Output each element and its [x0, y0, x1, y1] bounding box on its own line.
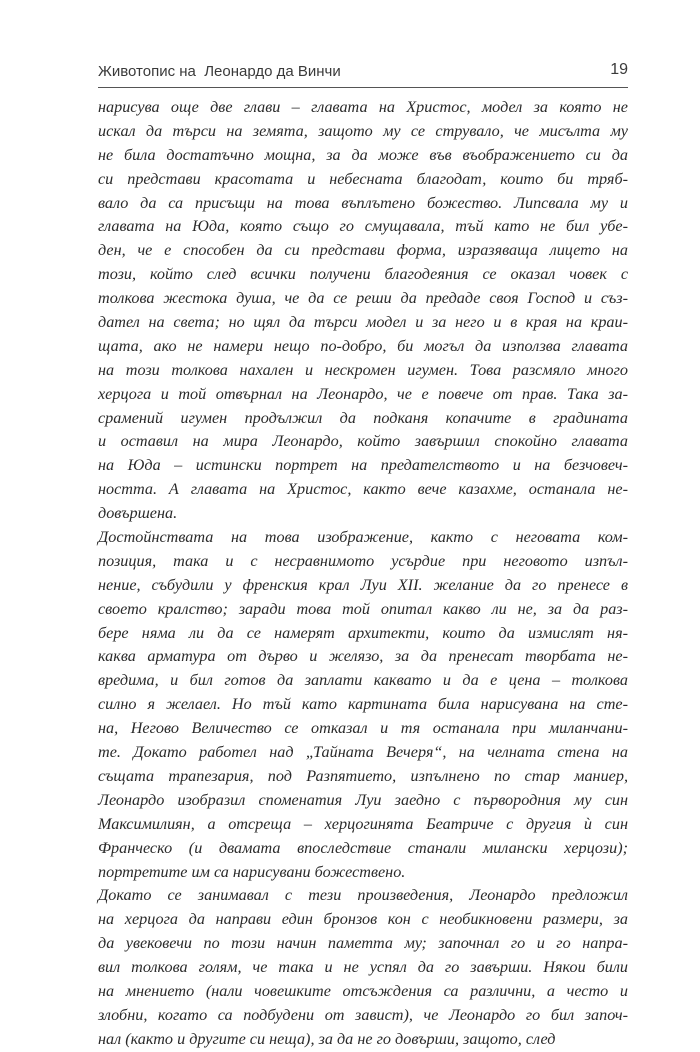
text-line: портретите им са нарисувани божествено. [98, 862, 406, 881]
text-line: нал (както и другите си неща), за да не го довърши, защото, след [98, 1029, 556, 1048]
text-line: и оставил на мира Леонардо, който завършил спокойно главата [98, 432, 628, 451]
text-line: на Юда – истински портрет на предателството и на безчовеч- [98, 456, 628, 475]
text-line: вредима, и бил готов да заплати каквато и да е цена – толкова [98, 671, 628, 690]
running-head [98, 63, 628, 85]
paragraph [98, 96, 628, 526]
text-line: вил толкова голям, че така и не успял да го завърши. Някои били [98, 958, 628, 977]
text-line: те. Докато работел над „Тайната Вечеря“, на челната стена на [98, 743, 628, 762]
text-line: същата трапезария, под Разпятието, изпълнено по стар маниер, [98, 766, 628, 785]
text-line: Максимилиян, а отсреща – херцогинята Беатриче с другия ѝ син [98, 814, 628, 833]
text-line: довършена. [98, 504, 178, 523]
running-title: Животопис на Леонардо да Винчи [98, 63, 341, 80]
text-line: ността. А главата на Христос, както вече казахме, останала не- [98, 480, 628, 499]
text-line: силно я желаел. Но тъй като картината била нарисувана на сте- [98, 695, 628, 714]
text-line: Докато се занимавал с тези произведения, Леонардо предложил [98, 886, 628, 905]
text-line: срамений игумен продължил да подканя копачите в градината [98, 408, 628, 427]
paragraph [98, 526, 628, 884]
text-line: не била достатъчно мощна, за да може във въображението си да [98, 145, 628, 164]
text-line: на този толкова нахален и нескромен игумен. Това разсмяло много [98, 360, 628, 379]
text-line: ден, че е способен да си представи форма, изразяваща лицето на [98, 241, 628, 260]
text-line: своето кралство; заради това той опитал какво ли не, за да раз- [98, 599, 628, 618]
text-line: искал да търси на земята, защото му се струвало, че мисълта му [98, 121, 628, 140]
text-line: Леонардо изобразил споменатия Луи заедно с първородния му син [98, 790, 628, 809]
text-line: Франческо (и двамата впоследствие станали милански херцози); [98, 838, 628, 857]
text-line: си представи красотата и небесната благодат, които би тряб- [98, 169, 628, 188]
text-line: бере няма ли да се намерят архитекти, които да измислят ня- [98, 623, 628, 642]
text-line: вало да са присъщи на това въплътено божество. Липсвала му и [98, 193, 628, 212]
text-line: дател на света; но щял да търси модел и за него и в края на краи- [98, 313, 628, 332]
text-line: херцога и той отвърнал на Леонардо, че е повече от прав. Така за- [98, 384, 628, 403]
text-line: нение, събудили у френския крал Луи XII. желание да го пренесе в [98, 575, 628, 594]
text-line: да увековечи по този начин паметта му; започнал го и го напра- [98, 934, 628, 953]
body-text [98, 96, 628, 1052]
text-line: каква арматура от дърво и желязо, за да пренесат творбата не- [98, 647, 628, 666]
paragraph [98, 884, 628, 1051]
header-rule [98, 87, 628, 88]
text-line: нарисува още две глави – главата на Христос, модел за която не [98, 98, 628, 116]
text-line: на мнението (нали човешките отсъждения са различни, а често и [98, 981, 628, 1000]
text-line: злобни, когато са подбудени от завист), че Леонардо го бил започ- [98, 1005, 628, 1024]
text-line: позиция, така и с несравнимото усърдие при неговото изпъл- [98, 551, 628, 570]
text-line: този, който след всички получени благодеяния се оказал човек с [98, 265, 628, 284]
page-number: 19 [610, 61, 628, 78]
text-line: щата, ако не намери нещо по-добро, би могъл да използва главата [98, 336, 628, 355]
text-line: главата на Юда, която също го смущавала, тъй като не бил убе- [98, 217, 628, 236]
text-line: на херцога да направи един бронзов кон с необикновени размери, за [98, 910, 628, 929]
text-line: толкова жестока душа, че да се реши да предаде своя Господ и съз- [98, 289, 628, 308]
text-line: на, Негово Величество се отказал и тя останала при миланчани- [98, 719, 628, 738]
text-line: Достойнствата на това изображение, както с неговата ком- [98, 528, 628, 547]
